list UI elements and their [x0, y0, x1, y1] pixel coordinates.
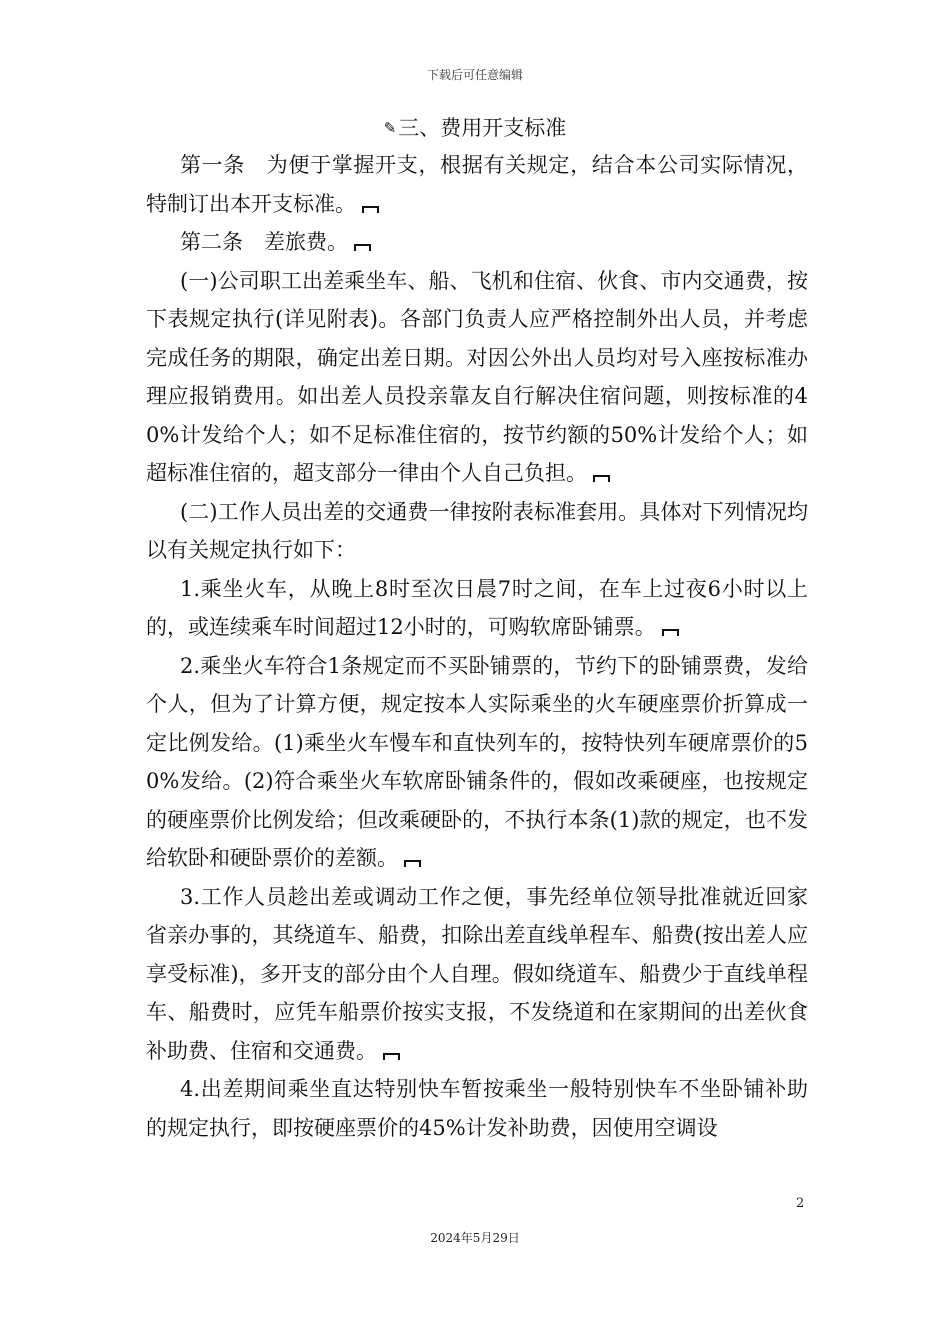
- paragraph-section-2: [146, 493, 808, 570]
- footer-date: 2024年5月29日: [430, 1231, 520, 1245]
- paragraph-mark-icon: [354, 244, 371, 251]
- paragraph-text: 1.乘坐火车，从晚上8时至次日晨7时之间，在车上过夜6小时以上的，或连续乘车时间超过12小时的，可购软席卧铺票。: [146, 576, 808, 639]
- paragraph-text: 3.工作人员趁出差或调动工作之便，事先经单位领导批准就近回家省亲办事的，其绕道车、船费，扣除出差直线单程车、船费(按出差人应享受标准)，多开支的部分由个人自理。假如绕道车、船费少于直线单程车、船费时，应凭车船票价按实支报，不发绕道和在家期间的出差伙食补助费、住宿和交通费。: [146, 884, 808, 1063]
- paragraph-section-1: [146, 262, 808, 493]
- paragraph-item-4: [146, 1070, 808, 1147]
- paragraph-text: (一)公司职工出差乘坐车、船、飞机和住宿、伙食、市内交通费，按下表规定执行(详见附表)。各部门负责人应严格控制外出人员，并考虑完成任务的期限，确定出差日期。对因公外出人员均对号入座按标准办理应报销费用。如出差人员投亲靠友自行解决住宿问题，则按标准的40%计发给个人；如不足标准住宿的，按节约额的50%计发给个人；如超标准住宿的，超支部分一律由个人自己负担。: [146, 268, 808, 485]
- document-body: [146, 146, 808, 1147]
- paragraph-mark-icon: [593, 475, 610, 482]
- paragraph-item-2: [146, 647, 808, 878]
- paragraph-text: 4.出差期间乘坐直达特别快车暂按乘坐一般特别快车不坐卧铺补助的规定执行，即按硬座票价的45%计发补助费，因使用空调设: [146, 1077, 808, 1140]
- ornament-icon: ✎: [383, 119, 397, 137]
- paragraph-mark-icon: [383, 1053, 400, 1060]
- paragraph-text: 2.乘坐火车符合1条规定而不买卧铺票的，节约下的卧铺票费，发给个人，但为了计算方便，规定按本人实际乘坐的火车硬座票价折算成一定比例发给。(1)乘坐火车慢车和直快列车的，按特快列车硬席票价的50%发给。(2)符合乘坐火车软席卧铺条件的，假如改乘硬座，也按规定的硬座票价比例发给；但改乘硬卧的，不执行本条(1)款的规定，也不发给软卧和硬卧票价的差额。: [146, 653, 808, 870]
- paragraph-article-1: [146, 146, 808, 223]
- section-title: [0, 114, 950, 142]
- paragraph-mark-icon: [362, 206, 379, 213]
- paragraph-mark-icon: [404, 860, 421, 867]
- page-number: 2: [796, 1196, 805, 1211]
- paragraph-article-2: [146, 223, 808, 262]
- paragraph-item-1: [146, 570, 808, 647]
- paragraph-text: (二)工作人员出差的交通费一律按附表标准套用。具体对下列情况均以有关规定执行如下：: [146, 499, 808, 562]
- paragraph-text: 第二条 差旅费。: [180, 230, 348, 254]
- header-note: 下载后可任意编辑: [426, 68, 523, 82]
- paragraph-text: 第一条 为便于掌握开支，根据有关规定，结合本公司实际情况，特制订出本开支标准。: [146, 153, 808, 216]
- paragraph-mark-icon: [662, 629, 679, 636]
- section-title-text: 三、费用开支标准: [398, 116, 567, 140]
- paragraph-item-3: [146, 878, 808, 1071]
